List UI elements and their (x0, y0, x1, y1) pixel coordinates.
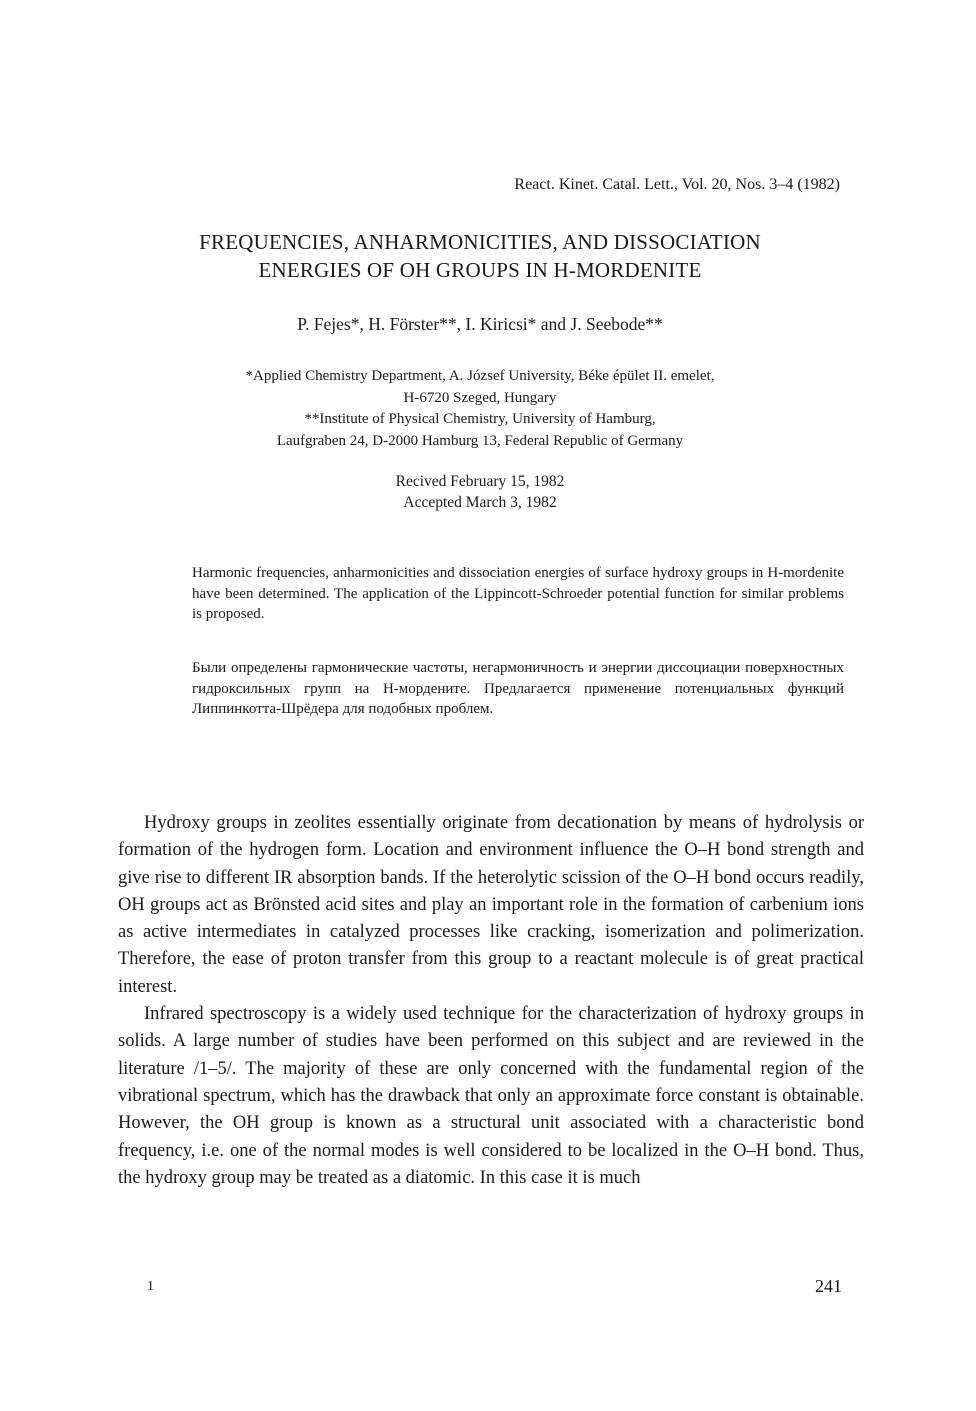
affiliation-line: *Applied Chemistry Department, A. József University, Béke épület II. emelet, (245, 368, 715, 384)
submission-dates (0, 471, 960, 513)
abstract-english: Harmonic frequencies, anharmonicities and dissociation energies of surface hydroxy groups in H-mordenite have been determined. The application of the Lippincott-Schroeder potential function for similar problems is proposed. (192, 565, 844, 622)
body-paragraph-1: Hydroxy groups in zeolites essentially originate from decationation by means of hydrolysis or formation of the hydrogen form. Location and environment influence the O–H bond strength and give rise to different IR absorption bands. If the heterolytic scission of the O–H bond occurs readily, OH groups act as Brönsted acid sites and play an important role in the formation of carbenium ions as active intermediates in catalyzed processes like cracking, isomerization and polimerization. Therefore, the ease of proton transfer from this group to a reactant molecule is of great practical interest. (118, 813, 864, 997)
body-text (118, 810, 864, 1192)
accepted-date: Accepted March 3, 1982 (403, 494, 557, 511)
page-number: 241 (815, 1276, 842, 1296)
affiliations (0, 366, 960, 452)
affiliation-line: H-6720 Szeged, Hungary (403, 389, 557, 406)
abstract-russian: Были определены гармонические частоты, негармоничность и энергии диссоциации поверхностных гидроксильных групп на Н-мордените. Предлагается применение потенциальных функций Липпинкотта-Шрёдера для подобных проблем. (192, 660, 844, 717)
journal-reference: React. Kinet. Catal. Lett., Vol. 20, Nos. 3–4 (1982) (514, 176, 840, 193)
affiliation-line: **Institute of Physical Chemistry, University of Hamburg, (304, 411, 656, 427)
printer-signature: 1 (147, 1279, 154, 1294)
author-list: P. Fejes*, H. Förster**, I. Kiricsi* and J. Seebode** (297, 314, 663, 334)
paper-title (0, 228, 960, 284)
title-line-2: ENERGIES OF OH GROUPS IN H-MORDENITE (258, 258, 702, 282)
received-date: Recived February 15, 1982 (395, 473, 565, 490)
body-paragraph-2: Infrared spectroscopy is a widely used technique for the characterization of hydroxy groups in solids. A large number of studies have been performed on this subject and are reviewed in the literature /1–5/. The majority of these are only concerned with the fundamental region of the vibrational spectrum, which has the drawback that only an approximate force constant is obtainable. However, the OH group is known as a structural unit associated with a characteristic bond frequency, i.e. one of the normal modes is well considered to be localized in the O–H bond. Thus, the hydroxy group may be treated as a diatomic. In this case it is much (118, 1004, 864, 1188)
title-line-1: FREQUENCIES, ANHARMONICITIES, AND DISSOCIATION (199, 230, 761, 254)
affiliation-line: Laufgraben 24, D-2000 Hamburg 13, Federal Republic of Germany (276, 432, 684, 449)
